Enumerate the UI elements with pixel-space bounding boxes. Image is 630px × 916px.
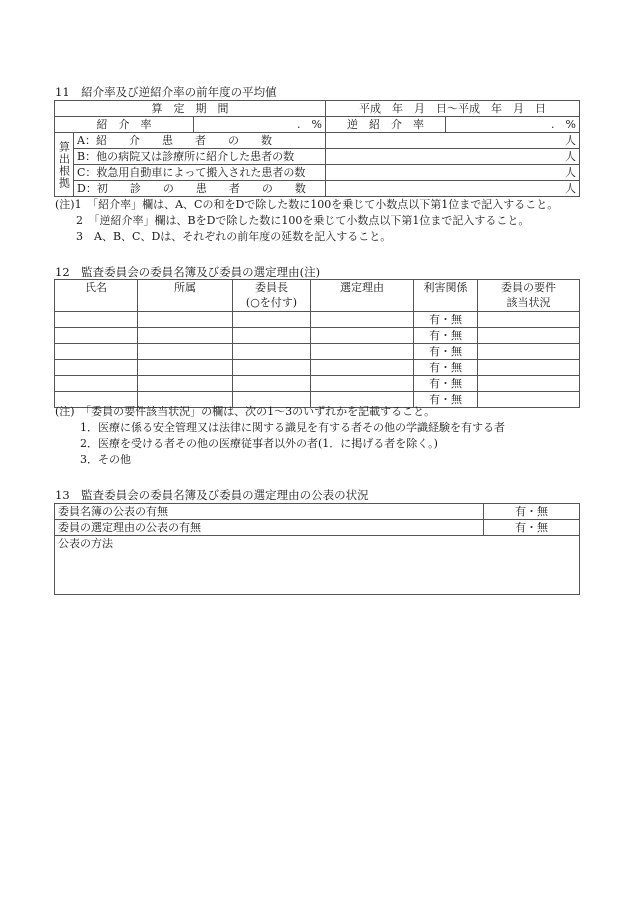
basis-label: 算出根拠 bbox=[55, 133, 74, 197]
section-11-note-2: 2 「逆紹介率」欄は、BをDで除した数に100を乗じて小数点以下第1位まで記入すること。 bbox=[76, 214, 530, 227]
table-row bbox=[55, 360, 580, 376]
col-header-reason: 選定理由 bbox=[311, 280, 414, 312]
chair-field[interactable] bbox=[233, 312, 311, 328]
roster-published-label: 委員名簿の公表の有無 bbox=[55, 504, 484, 520]
roster-published-field[interactable]: 有・無 bbox=[484, 504, 580, 520]
table-row bbox=[55, 376, 580, 392]
col-header-req-line2: 該当状況 bbox=[506, 296, 551, 309]
interest-field[interactable]: 有・無 bbox=[414, 360, 478, 376]
affiliation-field[interactable] bbox=[138, 344, 233, 360]
section-12-note-heading: (注) 「委員の要件該当状況」の欄は、次の1～3のいずれかを記載すること。 bbox=[55, 405, 436, 418]
reason-field[interactable] bbox=[311, 376, 414, 392]
section-12-note-2: 2．医療を受ける者その他の医療従事者以外の者(1．に掲げる者を除く。) bbox=[80, 437, 438, 450]
requirements-field[interactable] bbox=[478, 312, 580, 328]
section-11-note-3: 3 A、B、C、Dは、それぞれの前年度の延数を記入すること。 bbox=[76, 230, 392, 243]
name-field[interactable] bbox=[55, 360, 138, 376]
col-header-name: 氏名 bbox=[55, 280, 138, 312]
reason-field[interactable] bbox=[311, 312, 414, 328]
affiliation-field[interactable] bbox=[138, 312, 233, 328]
publication-status-table bbox=[54, 503, 580, 595]
affiliation-field[interactable] bbox=[138, 376, 233, 392]
affiliation-field[interactable] bbox=[138, 360, 233, 376]
col-header-chair-line1: 委員長 bbox=[255, 281, 288, 294]
interest-field[interactable]: 有・無 bbox=[414, 344, 478, 360]
table-row bbox=[55, 344, 580, 360]
name-field[interactable] bbox=[55, 312, 138, 328]
requirements-field[interactable] bbox=[478, 392, 580, 408]
requirements-field[interactable] bbox=[478, 328, 580, 344]
basis-row-b-label: B：他の病院又は診療所に紹介した患者の数 bbox=[74, 149, 326, 165]
chair-field[interactable] bbox=[233, 328, 311, 344]
reason-field[interactable] bbox=[311, 344, 414, 360]
basis-row-b-field[interactable]: 人 bbox=[326, 149, 580, 165]
requirements-field[interactable] bbox=[478, 376, 580, 392]
section-12-note-1: 1．医療に係る安全管理又は法律に関する識見を有する者その他の学識経験を有する者 bbox=[80, 421, 505, 434]
col-header-interest: 利害関係 bbox=[414, 280, 478, 312]
interest-field[interactable]: 有・無 bbox=[414, 392, 478, 408]
section-11-note-1: (注)1 「紹介率」欄は、A、Cの和をDで除した数に100を乗じて小数点以下第1位まで記入すること。 bbox=[55, 198, 559, 211]
section-11-heading: 11 紹介率及び逆紹介率の前年度の平均値 bbox=[55, 85, 277, 99]
referral-rate-label: 紹 介 率 bbox=[55, 117, 194, 133]
section-12-note-3: 3．その他 bbox=[80, 453, 131, 466]
section-12-heading: 12 監査委員会の委員名簿及び委員の選定理由(注) bbox=[55, 265, 321, 279]
col-header-affiliation: 所属 bbox=[138, 280, 233, 312]
referral-rate-field[interactable]: . % bbox=[194, 117, 326, 133]
publication-method-field[interactable] bbox=[55, 536, 580, 595]
reverse-referral-rate-field[interactable]: . % bbox=[446, 117, 580, 133]
basis-row-c-field[interactable]: 人 bbox=[326, 165, 580, 181]
name-field[interactable] bbox=[55, 376, 138, 392]
interest-field[interactable]: 有・無 bbox=[414, 376, 478, 392]
name-field[interactable] bbox=[55, 344, 138, 360]
basis-row-a-field[interactable]: 人 bbox=[326, 133, 580, 149]
requirements-field[interactable] bbox=[478, 344, 580, 360]
publication-method-label: 公表の方法 bbox=[58, 537, 113, 550]
basis-row-d-field[interactable]: 人 bbox=[326, 181, 580, 197]
interest-field[interactable]: 有・無 bbox=[414, 312, 478, 328]
col-header-chair bbox=[233, 280, 311, 312]
interest-field[interactable]: 有・無 bbox=[414, 328, 478, 344]
chair-field[interactable] bbox=[233, 360, 311, 376]
table-row bbox=[55, 312, 580, 328]
basis-row-a-label: A：紹 介 患 者 の 数 bbox=[74, 133, 326, 149]
basis-row-c-label: C：救急用自動車によって搬入された患者の数 bbox=[74, 165, 326, 181]
col-header-requirements bbox=[478, 280, 580, 312]
table-row bbox=[55, 328, 580, 344]
col-header-req-line1: 委員の要件 bbox=[501, 281, 556, 294]
reverse-referral-rate-label: 逆 紹 介 率 bbox=[326, 117, 446, 133]
reason-published-field[interactable]: 有・無 bbox=[484, 520, 580, 536]
period-value-field[interactable]: 平成 年 月 日～平成 年 月 日 bbox=[326, 101, 580, 117]
chair-field[interactable] bbox=[233, 344, 311, 360]
committee-members-table bbox=[54, 279, 580, 408]
chair-field[interactable] bbox=[233, 376, 311, 392]
reason-field[interactable] bbox=[311, 360, 414, 376]
reason-field[interactable] bbox=[311, 328, 414, 344]
reason-published-label: 委員の選定理由の公表の有無 bbox=[55, 520, 484, 536]
requirements-field[interactable] bbox=[478, 360, 580, 376]
name-field[interactable] bbox=[55, 328, 138, 344]
section-13-heading: 13 監査委員会の委員名簿及び委員の選定理由の公表の状況 bbox=[55, 488, 369, 502]
period-label: 算 定 期 間 bbox=[55, 101, 326, 117]
col-header-chair-line2: (○を付す) bbox=[245, 296, 298, 309]
affiliation-field[interactable] bbox=[138, 328, 233, 344]
basis-row-d-label: D：初 診 の 患 者 の 数 bbox=[74, 181, 326, 197]
referral-rate-table bbox=[54, 100, 580, 197]
